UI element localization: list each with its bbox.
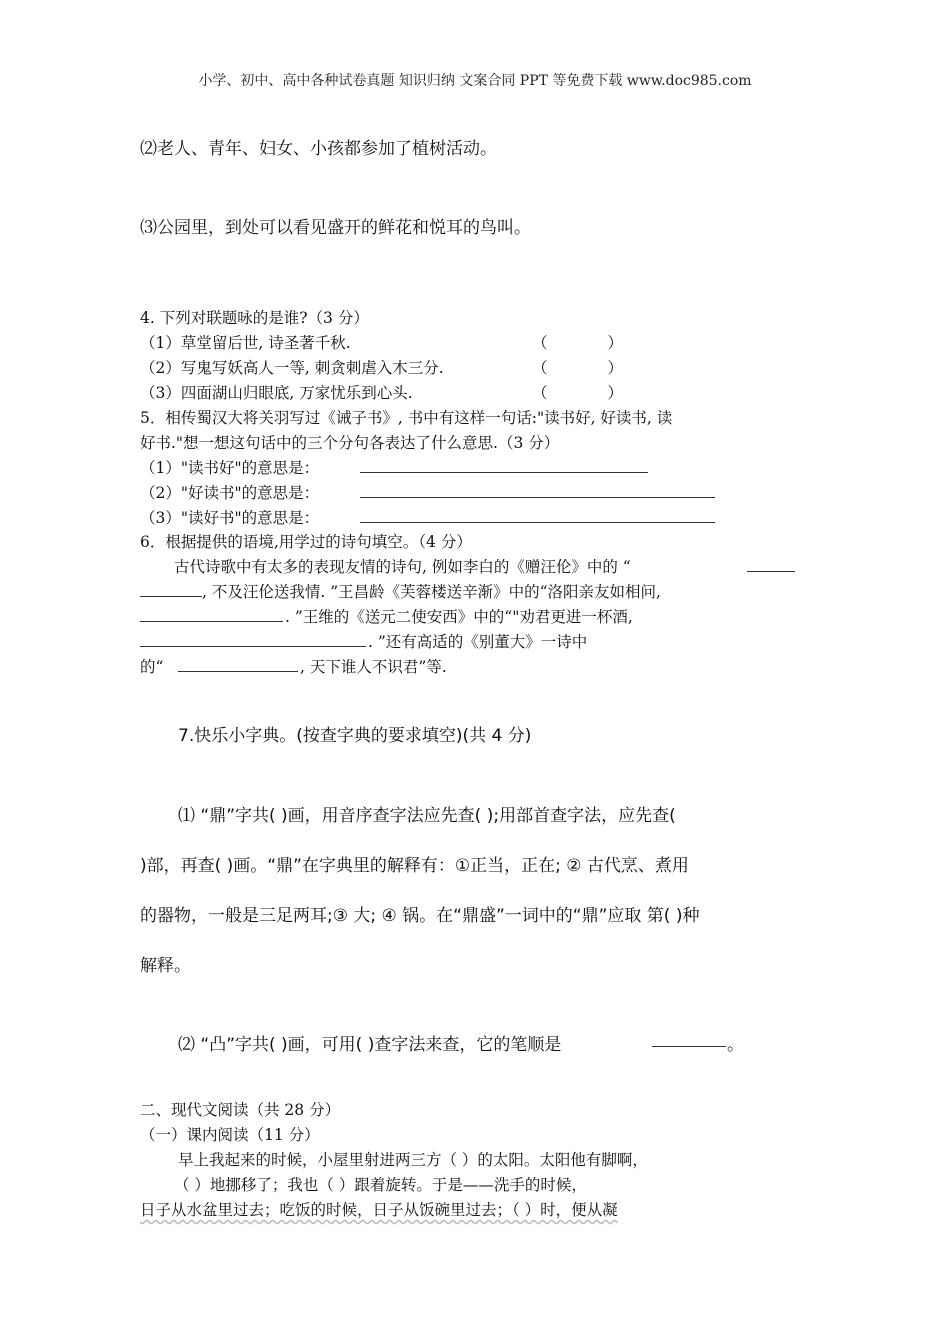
q5-answer-line-1[interactable] (360, 458, 648, 473)
q4-item-2: （2）写鬼写妖高人一等, 刺贪刺虐入木三分. (140, 359, 444, 377)
q3-item-2: ⑵老人、青年、妇女、小孩都参加了植树活动。 (140, 139, 497, 159)
q6-blank-4[interactable] (178, 657, 298, 672)
q4-item-3: （3）四面湖山归眼底, 万家忧乐到心头. (140, 384, 413, 402)
q6-blank-1a[interactable] (747, 557, 795, 572)
q4-answer-3[interactable]: （ ） (532, 384, 624, 402)
q6-line-5a: 的“ (140, 658, 164, 676)
q5-answer-line-2[interactable] (360, 483, 715, 498)
reading-line-3: 日子从水盆里过去；吃饭的时候，日子从饭碗里过去；（ ）时，便从凝 (140, 1201, 618, 1219)
q6-blank-1b[interactable] (140, 582, 202, 597)
q7-part1-line-3: 的器物，一般是三足两耳;③ 大; ④ 锅。在“鼎盛”一词中的“鼎”应取 第( )种 (140, 906, 700, 926)
q6-line-5b: , 天下谁人不识君”等. (300, 658, 447, 676)
q7-part1-line-1: ⑴ “鼎”字共( )画，用音序查字法应先查( );用部首查字法，应先查( (178, 806, 676, 826)
reading-line-1: 早上我起来的时候，小屋里射进两三方（ ）的太阳。太阳他有脚啊， (178, 1151, 648, 1169)
q4-title: 4. 下列对联题咏的是谁?（3 分） (140, 309, 369, 327)
q5-answer-line-3[interactable] (360, 508, 715, 523)
q5-sub-1: （1）"读书好"的意思是： (140, 459, 320, 477)
q5-sub-3: （3）"读好书"的意思是： (140, 509, 320, 527)
q6-blank-2[interactable] (140, 607, 283, 622)
q7-part2-text: ⑵ “凸”字共( )画，可用( )查字法来查，它的笔顺是 (178, 1035, 562, 1055)
page-header: 小学、初中、高中各种试卷真题 知识归纳 文案合同 PPT 等免费下载 www.doc985.com (198, 73, 752, 89)
q7-part1-line-2: )部，再查( )画。“鼎”在字典里的解释有：①正当，正在; ② 古代烹、煮用 (140, 856, 689, 876)
q4-item-1: （1）草堂留后世, 诗圣著千秋. (140, 334, 351, 352)
q6-line-1: 古代诗歌中有太多的表现友情的诗句, 例如李白的《赠汪伦》中的 “ (174, 558, 631, 576)
q6-title: 6．根据提供的语境,用学过的诗句填空。（4 分） (140, 533, 472, 551)
q4-answer-1[interactable]: （ ） (532, 334, 624, 352)
q7-stroke-order-blank[interactable] (652, 1033, 726, 1047)
q7-title: 7.快乐小字典。(按查字典的要求填空)(共 4 分) (178, 726, 532, 746)
q5-line-1: 5．相传蜀汉大将关羽写过《诫子书》, 书中有这样一句话:"读书好, 好读书, 读 (140, 409, 673, 427)
q4-answer-2[interactable]: （ ） (532, 359, 624, 377)
q5-line-2: 好书."想一想这句话中的三个分句各表达了什么意思.（3 分） (140, 434, 560, 452)
q6-line-2: , 不及汪伦送我情. ”王昌龄《芙蓉楼送辛渐》中的“洛阳亲友如相问, (202, 583, 661, 601)
reading-line-2: （ ）地挪移了；我也（ ）跟着旋转。于是——洗手的时候， (174, 1176, 587, 1194)
q7-part2-end: 。 (727, 1035, 744, 1055)
section2-title: 二、现代文阅读（共 28 分） (140, 1101, 341, 1119)
q6-line-3: . ”王维的《送元二使安西》中的“"劝君更进一杯酒, (285, 608, 633, 626)
q6-blank-3[interactable] (140, 632, 366, 647)
q3-item-3: ⑶公园里，到处可以看见盛开的鲜花和悦耳的鸟叫。 (140, 218, 531, 238)
section2-subtitle: （一）课内阅读（11 分） (140, 1126, 320, 1144)
q6-line-4: . ”还有高适的《别董大》一诗中 (368, 633, 588, 651)
q7-part1-line-4: 解释。 (140, 956, 191, 976)
q5-sub-2: （2）"好读书"的意思是： (140, 484, 320, 502)
